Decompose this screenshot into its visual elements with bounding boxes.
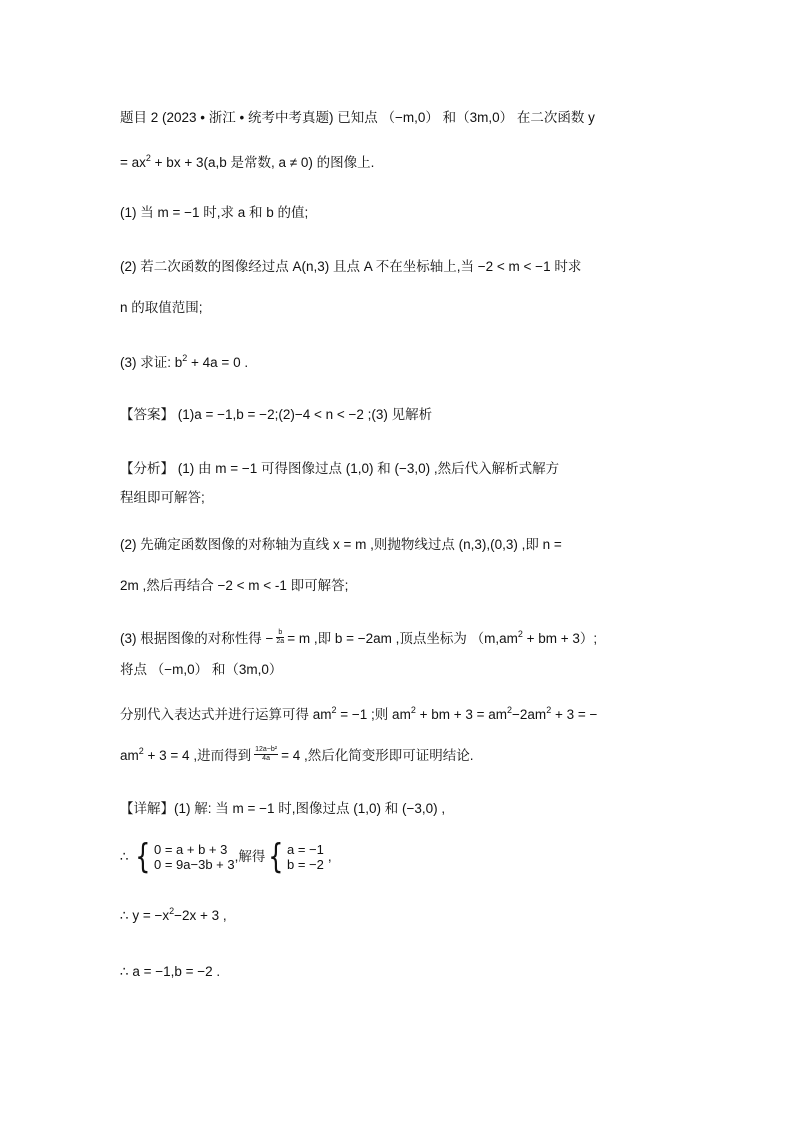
superscript: 2 (507, 705, 513, 715)
equation-system-line (120, 837, 332, 878)
equation-system-1 (132, 837, 235, 877)
analysis-3-result-c: = 4 ,然后化简变形即可证明结论. (281, 748, 474, 763)
question-1-text: (1) 当 m = −1 时,求 a 和 b 的值; (120, 205, 309, 220)
question-2-text: (2) 若二次函数的图像经过点 A(n,3) 且点 A 不在坐标轴上,当 −2 < m < −1 时求 (120, 259, 582, 274)
analysis-1-line-2 (120, 488, 205, 508)
solution-row: b = −2 (287, 857, 324, 872)
superscript: 2 (331, 705, 337, 715)
equation-row: 0 = 9a−3b + 3 (154, 857, 235, 872)
superscript: 2 (182, 353, 188, 363)
question-1 (120, 203, 308, 223)
superscript: 2 (145, 153, 151, 163)
analysis-2-text-cont: 2m ,然后再结合 −2 < m < -1 即可解答; (120, 578, 349, 593)
analysis-3-text: (3) 根据图像的对称性得 − (120, 631, 274, 646)
problem-formula-rest: + bx + 3(a,b 是常数, a ≠ 0) 的图像上. (150, 155, 375, 170)
analysis-1-text: 【分析】 (1) 由 m = −1 可得图像过点 (1,0) 和 (−3,0) ,然后代入解析式解方 (120, 461, 560, 476)
comma: , (327, 849, 332, 864)
question-2-line-2 (120, 298, 203, 318)
problem-stem-text: 题目 2 (2023 • 浙江 • 统考中考真题) 已知点 （−m,0） 和（3m,0） 在二次函数 y (120, 110, 595, 125)
detail-line-3 (120, 906, 227, 926)
equation-system-2 (265, 837, 324, 877)
analysis-3-text-mid: = m ,即 b = −2am ,顶点坐标为 （m,am (287, 631, 518, 646)
analysis-1-text-cont: 程组即可解答; (120, 490, 205, 505)
left-brace-icon: { (135, 837, 151, 877)
analysis-3-calc-c: + bm + 3 = am (415, 707, 508, 722)
analysis-3-line-4 (120, 746, 473, 766)
analysis-3-result-a: am (120, 748, 139, 763)
analysis-3-line-2 (120, 660, 282, 680)
detail-line-1 (120, 799, 445, 819)
solve-label: ,解得 (234, 849, 266, 864)
fraction-numerator: b (278, 628, 283, 636)
analysis-2-line-2 (120, 576, 348, 596)
answer-text: 【答案】 (1)a = −1,b = −2;(2)−4 < n < −2 ;(3) 见解析 (120, 407, 433, 422)
superscript: 2 (138, 746, 144, 756)
question-2-line-1 (120, 257, 581, 277)
problem-line-2 (120, 153, 374, 173)
fraction-12a-b2-over-4a (254, 746, 278, 763)
analysis-3-calc-e: + 3 = − (551, 707, 598, 722)
analysis-3-text-cont: 将点 （−m,0） 和（3m,0） (120, 662, 283, 677)
analysis-3-line-3 (120, 705, 597, 725)
detail-conclusion: ∴ a = −1,b = −2 . (120, 964, 221, 979)
problem-formula: = ax (120, 155, 146, 170)
detail-line-4 (120, 962, 220, 982)
fraction-denominator: 4a (262, 754, 270, 762)
analysis-3-result-b: + 3 = 4 ,进而得到 (143, 748, 252, 763)
equation-row: 0 = a + b + 3 (154, 842, 228, 857)
therefore-symbol: ∴ (120, 849, 129, 864)
problem-line-1 (120, 108, 595, 128)
solution-rows (287, 842, 324, 872)
solution-row: a = −1 (287, 842, 324, 857)
analysis-3-calc-a: 分别代入表达式并进行运算可得 am (120, 707, 332, 722)
analysis-2-line-1 (120, 535, 562, 555)
question-3-text: (3) 求证: b (120, 355, 183, 370)
analysis-2-text: (2) 先确定函数图像的对称轴为直线 x = m ,则抛物线过点 (n,3),(0,3) ,即 n = (120, 537, 562, 552)
function-expression-rest: −2x + 3 , (174, 908, 227, 923)
analysis-3-calc-b: = −1 ;则 am (336, 707, 411, 722)
left-brace-icon: { (268, 837, 284, 877)
superscript: 2 (546, 705, 552, 715)
superscript: 2 (517, 629, 523, 639)
fraction-denominator: 2a (276, 637, 285, 645)
function-expression: ∴ y = −x (120, 908, 170, 923)
answer-line (120, 405, 432, 425)
superscript: 2 (410, 705, 416, 715)
analysis-3-text-end: + bm + 3）; (522, 631, 598, 646)
analysis-3-calc-d: −2am (512, 707, 547, 722)
fraction-b-over-2a (276, 629, 284, 646)
superscript: 2 (169, 906, 175, 916)
equation-rows (154, 842, 235, 872)
fraction-numerator: 12a−b² (255, 745, 278, 753)
analysis-3-line-1 (120, 629, 597, 649)
analysis-1-line-1 (120, 459, 559, 479)
question-3-text-rest: + 4a = 0 . (187, 355, 249, 370)
detail-text: 【详解】(1) 解: 当 m = −1 时,图像过点 (1,0) 和 (−3,0) , (120, 801, 446, 816)
question-2-text-cont: n 的取值范围; (120, 300, 203, 315)
question-3 (120, 353, 248, 373)
